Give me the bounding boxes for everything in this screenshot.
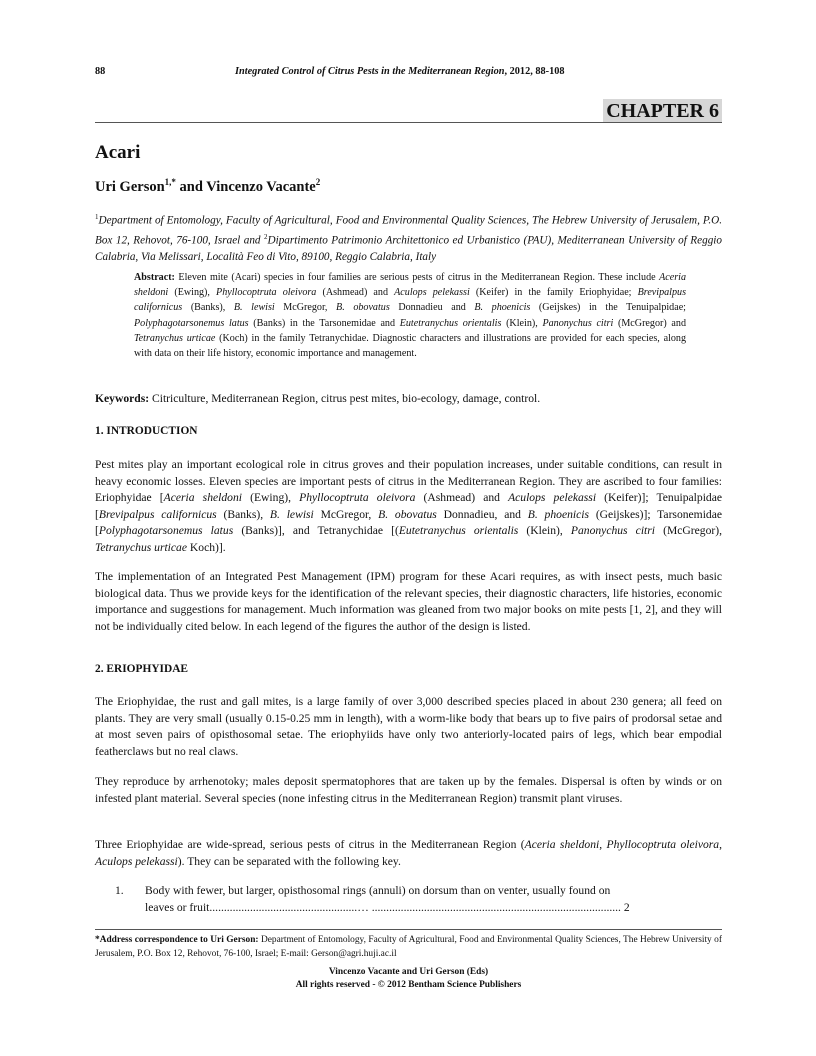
body-text: ,: [599, 838, 607, 851]
species-name: Eutetranychus orientalis: [398, 524, 519, 537]
abstract-text: McGregor,: [274, 302, 337, 314]
correspondence-note: [95, 934, 722, 961]
keywords-label: Keywords:: [95, 392, 150, 405]
author-2-sup: 2: [315, 177, 321, 187]
species-name: Tetranychus urticae: [134, 332, 216, 344]
species-name: Phyllocoptruta oleivora: [606, 838, 720, 851]
affiliations: [95, 209, 722, 266]
body-text: ). They can be separated with the following key.: [177, 854, 401, 868]
chapter-label: CHAPTER 6: [603, 99, 722, 123]
species-name: Brevipalpus californicus: [134, 287, 687, 314]
intro-paragraph-1: [95, 457, 722, 556]
affil-2: Dipartimento Patrimonio Architettonico ed Urbanistico (PAU), Mediterranean University of Reggio Calabria, Via Melissari, Località Feo di Vito, 89100, Reggio Calabria, Italy: [95, 234, 722, 264]
body-text: (Keifer)]; Tenuipalpidae [: [95, 491, 722, 521]
body-text: McGregor,: [313, 507, 379, 521]
body-text: (Geijskes)]; Tarsonemidae [: [95, 507, 723, 537]
species-name: B. lewisi: [269, 507, 314, 521]
body-text: (McGregor),: [655, 524, 723, 537]
footer-rights: All rights reserved - © 2012 Bentham Science Publishers: [295, 980, 522, 990]
species-name: Aceria sheldoni: [524, 838, 600, 851]
species-name: Eutetranychus orientalis: [399, 317, 502, 329]
authors: [95, 177, 320, 196]
body-text: Pest mites play an important ecological role in citrus groves and their population increases, under suitable conditions, can result in heavy economic losses. Eleven species are important pests of citrus in the Mediterranean Region. They are ascribed to four families: Eriophyidae [: [95, 458, 722, 504]
eriophyidae-paragraph-1: The Eriophyidae, the rust and gall mites, is a large family of over 3,000 described species placed in about 230 genera; all feed on plants. They are very small (usually 0.15-0.25 mm in length), with a worm-like body that bears up to five pairs of prodorsal setae and at most seven pairs of opisthosomal setae. The eriophyiids have only two anteriorly-located pairs of legs, which bear empodial featherclaws but no real claws.: [95, 695, 722, 758]
abstract-text: (McGregor) and: [613, 317, 686, 329]
page-number: 88: [95, 66, 106, 77]
body-text: Koch)].: [187, 540, 226, 554]
species-name: B. phoenicis: [474, 302, 531, 314]
correspondence-label: *Address correspondence to Uri Gerson:: [95, 935, 259, 945]
body-text: (Klein),: [518, 524, 571, 537]
body-text: (Banks)], and Tetranychidae [(: [233, 524, 399, 537]
species-name: B. lewisi: [233, 302, 275, 314]
affil-1-sup: 1: [95, 213, 99, 221]
body-text: Donnadieu, and: [436, 507, 528, 521]
intro-paragraph-2: The implementation of an Integrated Pest Management (IPM) program for these Acari requires, as with insect pests, much basic biological data. Thus we provide keys for the identification of the relevant species, their diagnostic characters, life histories, economic importance and suggestions for management. Much information was gleaned from two major books on mite pests [1, 2], and they will not be individually cited below. In each legend of the figures the author of the design is listed.: [95, 570, 722, 633]
article-title: Acari: [95, 142, 141, 163]
key-item-line-2: leaves or fruit...................................................… ...................................................................................... 2: [145, 900, 630, 914]
species-name: Polyphagotarsonemus latus: [98, 524, 234, 537]
species-name: Panonychus citri: [542, 317, 614, 329]
body-text: (Ashmead) and: [415, 491, 509, 504]
body-text: ,: [719, 838, 723, 851]
keywords: [95, 392, 722, 405]
species-name: Polyphagotarsonemus latus: [134, 317, 249, 329]
body-text: (Ewing),: [241, 491, 300, 504]
keywords-text: Citriculture, Mediterranean Region, citrus pest mites, bio-ecology, damage, control.: [149, 392, 541, 405]
species-name: Phyllocoptruta oleivora: [216, 287, 317, 299]
abstract-text: (Ewing),: [168, 287, 217, 299]
page-footer: [95, 966, 722, 992]
species-name: Phyllocoptruta oleivora: [299, 491, 416, 504]
abstract-text: Donnadieu and: [389, 302, 475, 314]
header-rule: [95, 122, 722, 123]
abstract-text: (Koch) in the family Tetranychidae. Diagnostic characters and illustrations are provided for each species, along with data on their life history, economic importance and management.: [134, 332, 686, 360]
species-name: Aculops pelekassi: [394, 287, 470, 299]
footnote-rule: [95, 929, 722, 930]
author-1: Uri Gerson: [95, 178, 165, 195]
abstract-text: (Ashmead) and: [316, 287, 395, 299]
abstract-text: (Banks),: [182, 302, 234, 314]
abstract-text: (Banks) in the Tarsonemidae and: [248, 317, 400, 329]
correspondence-text: Department of Entomology, Faculty of Agricultural, Food and Environmental Quality Sciences, The Hebrew University of Jerusalem, P.O. Box 12, Rehovot, 76-100, Israel; E-mail: Gerson@agri.huji.ac.il: [95, 935, 722, 959]
section-heading-introduction: 1. INTRODUCTION: [95, 425, 198, 437]
species-name: Aculops pelekassi: [508, 491, 597, 504]
section-heading-eriophyidae: 2. ERIOPHYIDAE: [95, 663, 189, 675]
eriophyidae-paragraph-3: [95, 837, 722, 870]
author-1-sup: 1,*: [164, 177, 176, 187]
abstract: [134, 270, 686, 361]
eriophyidae-paragraph-2: They reproduce by arrhenotoky; males deposit spermatophores that are taken up by the females. Dispersal is often by winds or on infested plant material. Several species (none infesting citrus in the Mediterranean Region) transmit plant viruses.: [95, 775, 722, 805]
species-name: Brevipalpus californicus: [98, 507, 217, 521]
key-item-number: 1.: [115, 884, 124, 897]
key-item-line-1: Body with fewer, but larger, opisthosomal rings (annuli) on dorsum than on venter, usually found on: [145, 884, 611, 897]
body-text: Three Eriophyidae are wide-spread, serious pests of citrus in the Mediterranean Region (: [95, 838, 525, 851]
abstract-text: (Klein),: [501, 317, 543, 329]
journal-year-pages: , 2012, 88-108: [504, 66, 565, 77]
species-name: Aculops pelekassi: [95, 854, 178, 868]
key-item-text: [145, 883, 722, 916]
species-name: B. obovatus: [336, 302, 390, 314]
species-name: Aceria sheldoni: [163, 491, 242, 504]
species-name: Aceria sheldoni: [134, 272, 686, 299]
body-text: (Banks),: [216, 507, 270, 521]
affil-1: Department of Entomology, Faculty of Agricultural, Food and Environmental Quality Sciences, The Hebrew University of Jerusalem, P.O. Box 12, Rehovot, 76-100, Israel and: [95, 214, 722, 247]
journal-title-text: Integrated Control of Citrus Pests in the Mediterranean Region: [235, 66, 505, 77]
abstract-label: Abstract:: [134, 272, 175, 283]
footer-editors: Vincenzo Vacante and Uri Gerson (Eds): [328, 967, 489, 977]
affil-2-sup: 2: [264, 233, 268, 242]
journal-title: [235, 66, 565, 77]
species-name: Tetranychus urticae: [95, 540, 187, 554]
species-name: B. obovatus: [378, 507, 437, 521]
author-2: Vincenzo Vacante: [206, 178, 316, 195]
species-name: Panonychus citri: [570, 524, 655, 537]
abstract-text: (Keifer) in the family Eriophyidae;: [469, 287, 638, 299]
authors-and: and: [175, 178, 207, 195]
species-name: B. phoenicis: [527, 507, 589, 521]
abstract-text: (Geijskes) in the Tenuipalpidae;: [530, 302, 686, 314]
abstract-text: Eleven mite (Acari) species in four families are serious pests of citrus in the Mediterranean Region. These include: [174, 272, 660, 283]
